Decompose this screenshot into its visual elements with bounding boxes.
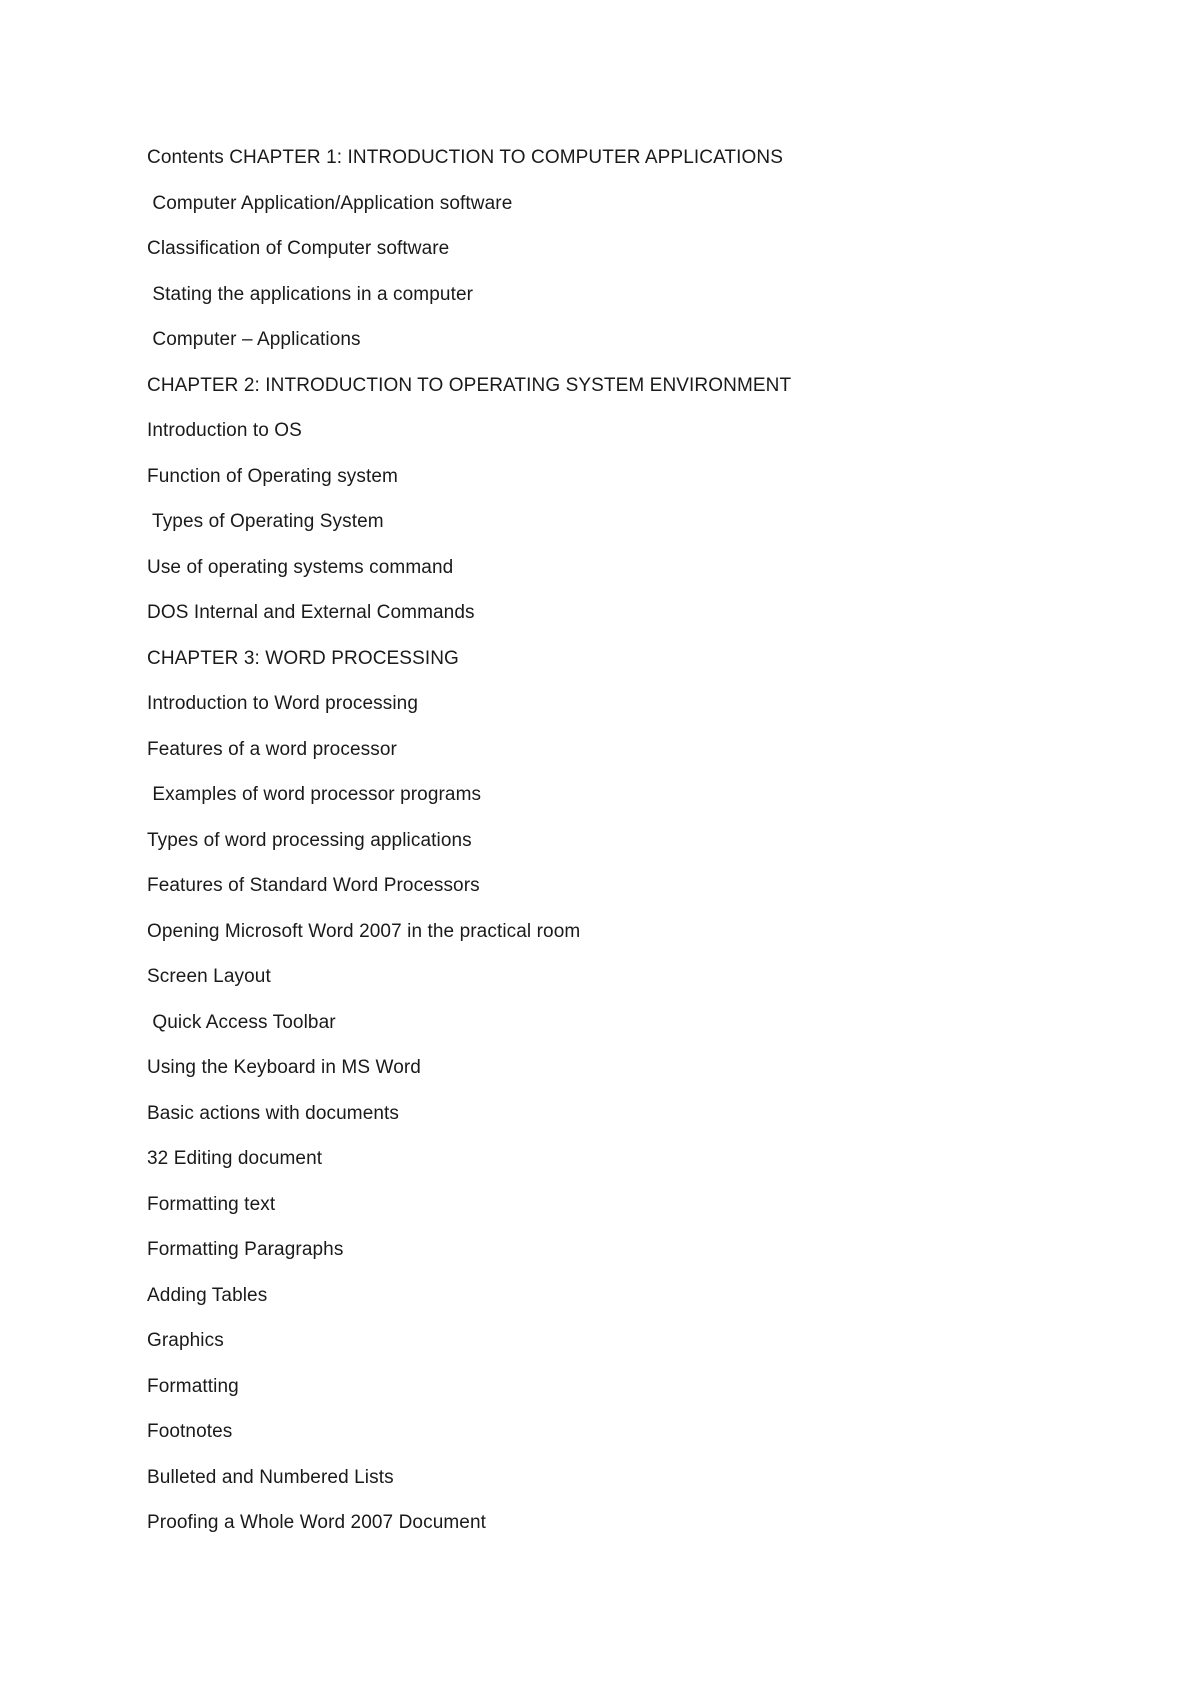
toc-line: Introduction to Word processing	[147, 693, 419, 714]
toc-line: Types of Operating System	[147, 511, 384, 532]
toc-line: Features of a word processor	[147, 738, 397, 760]
toc-line: Opening Microsoft Word 2007 in the practical room	[147, 920, 581, 942]
toc-line: Formatting text	[147, 1193, 276, 1215]
toc-line: Quick Access Toolbar	[147, 1011, 336, 1033]
toc-line: CHAPTER 3: WORD PROCESSING	[147, 647, 459, 669]
toc-line: Introduction to OS	[147, 420, 302, 441]
toc-line: Types of word processing applications	[147, 829, 472, 851]
toc-line: Contents CHAPTER 1: INTRODUCTION TO COMPUTER APPLICATIONS	[147, 147, 783, 168]
toc-line: Function of Operating system	[147, 465, 398, 487]
toc-line: Formatting	[147, 1375, 239, 1397]
toc-line: Classification of Computer software	[147, 238, 450, 259]
toc-line: Basic actions with documents	[147, 1102, 400, 1124]
toc-line: Examples of word processor programs	[147, 784, 482, 805]
toc-line: CHAPTER 2: INTRODUCTION TO OPERATING SYSTEM ENVIRONMENT	[147, 374, 792, 396]
toc-line: Proofing a Whole Word 2007 Document	[147, 1512, 486, 1533]
toc-line: Computer Application/Application software	[147, 192, 513, 214]
toc-line: Use of operating systems command	[147, 556, 454, 578]
table-of-contents	[147, 144, 1047, 1555]
toc-line: Formatting Paragraphs	[147, 1239, 344, 1260]
toc-line: DOS Internal and External Commands	[147, 602, 475, 623]
toc-line: Stating the applications in a computer	[147, 283, 474, 305]
toc-line: 32 Editing document	[147, 1148, 323, 1169]
toc-line: Using the Keyboard in MS Word	[147, 1057, 421, 1078]
toc-line: Adding Tables	[147, 1284, 268, 1306]
toc-line: Screen Layout	[147, 966, 271, 987]
toc-line: Features of Standard Word Processors	[147, 875, 480, 896]
toc-line: Bulleted and Numbered Lists	[147, 1466, 394, 1488]
toc-line: Footnotes	[147, 1421, 233, 1442]
toc-line: Computer – Applications	[147, 329, 361, 350]
toc-line: Graphics	[147, 1330, 224, 1351]
